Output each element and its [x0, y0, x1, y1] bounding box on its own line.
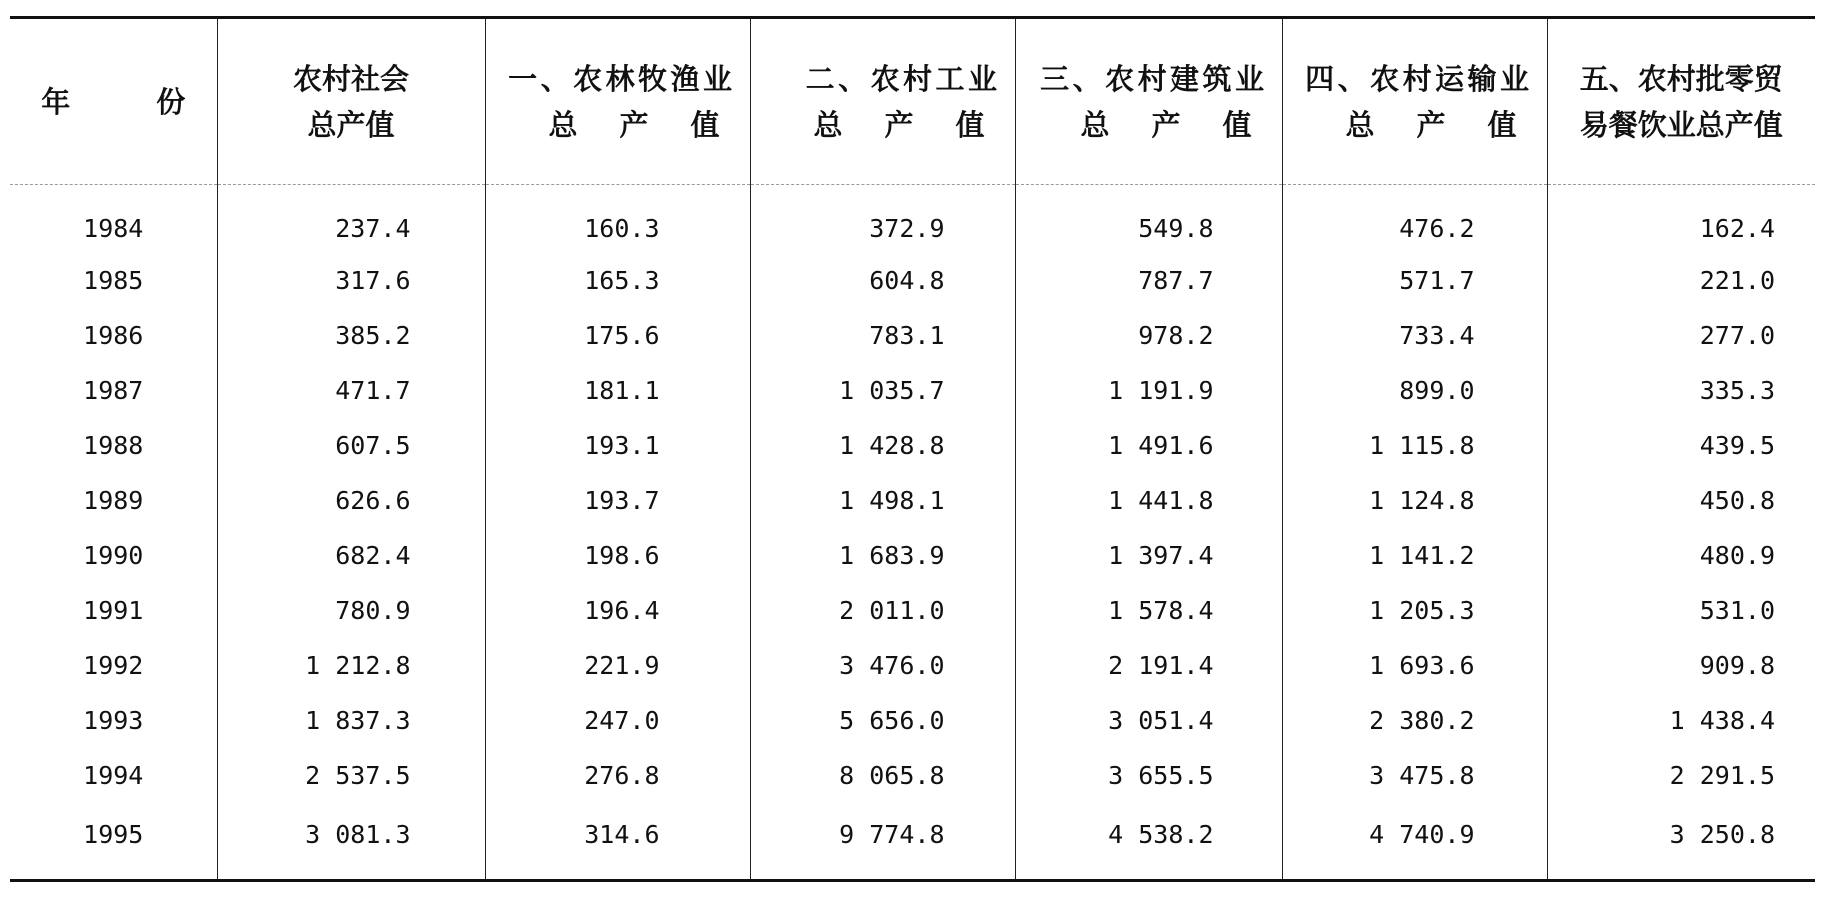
rural-social-total-cell: 607.5	[217, 418, 485, 473]
year-cell: 1987	[83, 376, 144, 405]
rural-social-total-cell: 780.9	[217, 583, 485, 638]
header-rural-transport	[1282, 18, 1547, 185]
agriculture-cell: 221.9	[485, 638, 750, 693]
header-line-1: 农村社会	[292, 61, 409, 96]
rural-transport-cell: 3 475.8	[1282, 748, 1547, 803]
rural-construction-cell: 1 578.4	[1015, 583, 1282, 638]
rural-construction-cell: 4 538.2	[1015, 803, 1282, 881]
header-rural-construction	[1015, 18, 1282, 185]
rural-trade-catering-cell: 277.0	[1547, 308, 1815, 363]
year-cell: 1989	[83, 486, 144, 515]
agriculture-cell: 193.7	[485, 473, 750, 528]
header-line-1: 二、农村工业	[805, 61, 1001, 96]
agriculture-cell: 175.6	[485, 308, 750, 363]
rural-social-total-cell: 1 837.3	[217, 693, 485, 748]
table-header-row	[10, 18, 1815, 185]
header-line-2: 易餐饮业总产值	[1579, 107, 1783, 142]
agriculture-cell: 181.1	[485, 363, 750, 418]
rural-trade-catering-cell: 909.8	[1547, 638, 1815, 693]
rural-transport-cell: 1 141.2	[1282, 528, 1547, 583]
rural-construction-cell: 1 491.6	[1015, 418, 1282, 473]
rural-trade-catering-cell: 335.3	[1547, 363, 1815, 418]
rural-social-total-cell: 1 212.8	[217, 638, 485, 693]
rural-construction-cell: 3 655.5	[1015, 748, 1282, 803]
rural-industry-cell: 1 035.7	[750, 363, 1015, 418]
rural-construction-cell: 1 441.8	[1015, 473, 1282, 528]
header-line-2: 总产值	[307, 107, 395, 142]
table-row	[10, 693, 1815, 748]
rural-transport-cell: 2 380.2	[1282, 693, 1547, 748]
rural-trade-catering-cell: 439.5	[1547, 418, 1815, 473]
rural-industry-cell: 8 065.8	[750, 748, 1015, 803]
rural-social-total-cell: 385.2	[217, 308, 485, 363]
table-row	[10, 583, 1815, 638]
rural-industry-cell: 3 476.0	[750, 638, 1015, 693]
rural-industry-cell: 783.1	[750, 308, 1015, 363]
rural-trade-catering-cell: 221.0	[1547, 253, 1815, 308]
rural-social-total-cell: 3 081.3	[217, 803, 485, 881]
table-row	[10, 185, 1815, 254]
header-line-1: 一、农林牧渔业	[508, 61, 736, 96]
rural-trade-catering-cell: 450.8	[1547, 473, 1815, 528]
rural-transport-cell: 1 693.6	[1282, 638, 1547, 693]
rural-transport-cell: 571.7	[1282, 253, 1547, 308]
header-line-1: 四、农村运输业	[1305, 61, 1533, 96]
agriculture-cell: 193.1	[485, 418, 750, 473]
header-line-1: 五、农村批零贸	[1579, 61, 1783, 96]
header-year	[10, 18, 217, 185]
rural-construction-cell: 2 191.4	[1015, 638, 1282, 693]
year-cell: 1992	[83, 651, 144, 680]
agriculture-cell: 196.4	[485, 583, 750, 638]
rural-trade-catering-cell: 480.9	[1547, 528, 1815, 583]
header-line-1: 三、农村建筑业	[1040, 61, 1268, 96]
rural-social-total-cell: 682.4	[217, 528, 485, 583]
table-row	[10, 638, 1815, 693]
table-row	[10, 418, 1815, 473]
rural-social-total-cell: 317.6	[217, 253, 485, 308]
table-row	[10, 473, 1815, 528]
agriculture-cell: 198.6	[485, 528, 750, 583]
table-row	[10, 803, 1815, 881]
header-rural-social-total	[217, 18, 485, 185]
rural-trade-catering-cell: 2 291.5	[1547, 748, 1815, 803]
header-line-2: 总 产 值	[548, 107, 736, 142]
year-cell: 1995	[83, 819, 144, 849]
table-row	[10, 363, 1815, 418]
rural-industry-cell: 372.9	[750, 185, 1015, 254]
year-cell: 1994	[83, 761, 144, 790]
rural-transport-cell: 899.0	[1282, 363, 1547, 418]
rural-industry-cell: 5 656.0	[750, 693, 1015, 748]
year-cell: 1991	[83, 596, 144, 625]
rural-industry-cell: 9 774.8	[750, 803, 1015, 881]
rural-industry-cell: 1 498.1	[750, 473, 1015, 528]
year-cell: 1985	[83, 266, 144, 295]
rural-transport-cell: 4 740.9	[1282, 803, 1547, 881]
table-row	[10, 748, 1815, 803]
rural-social-total-cell: 2 537.5	[217, 748, 485, 803]
header-line-2: 总 产 值	[813, 107, 1001, 142]
year-cell: 1984	[83, 213, 144, 243]
table-row	[10, 253, 1815, 308]
rural-construction-cell: 787.7	[1015, 253, 1282, 308]
rural-trade-catering-cell: 3 250.8	[1547, 803, 1815, 881]
rural-social-total-cell: 237.4	[217, 185, 485, 254]
header-rural-trade-catering	[1547, 18, 1815, 185]
rural-transport-cell: 476.2	[1282, 185, 1547, 254]
rural-trade-catering-cell: 531.0	[1547, 583, 1815, 638]
rural-industry-cell: 604.8	[750, 253, 1015, 308]
agriculture-cell: 276.8	[485, 748, 750, 803]
header-year-label-2: 份	[156, 84, 186, 119]
year-cell: 1993	[83, 706, 144, 735]
agriculture-cell: 165.3	[485, 253, 750, 308]
rural-industry-cell: 1 683.9	[750, 528, 1015, 583]
header-line-2: 总 产 值	[1345, 107, 1533, 142]
rural-trade-catering-cell: 162.4	[1547, 185, 1815, 254]
header-agriculture	[485, 18, 750, 185]
year-cell: 1990	[83, 541, 144, 570]
table-row	[10, 528, 1815, 583]
table-row	[10, 308, 1815, 363]
year-cell: 1988	[83, 431, 144, 460]
rural-trade-catering-cell: 1 438.4	[1547, 693, 1815, 748]
rural-output-table	[10, 16, 1815, 882]
rural-construction-cell: 3 051.4	[1015, 693, 1282, 748]
header-year-label-1: 年	[41, 84, 71, 119]
rural-social-total-cell: 626.6	[217, 473, 485, 528]
rural-social-total-cell: 471.7	[217, 363, 485, 418]
rural-transport-cell: 1 205.3	[1282, 583, 1547, 638]
header-line-2: 总 产 值	[1080, 107, 1268, 142]
year-cell: 1986	[83, 321, 144, 350]
table-body	[10, 185, 1815, 881]
header-rural-industry	[750, 18, 1015, 185]
rural-transport-cell: 733.4	[1282, 308, 1547, 363]
rural-transport-cell: 1 124.8	[1282, 473, 1547, 528]
statistics-table-container	[10, 16, 1815, 882]
agriculture-cell: 247.0	[485, 693, 750, 748]
rural-industry-cell: 1 428.8	[750, 418, 1015, 473]
agriculture-cell: 314.6	[485, 803, 750, 881]
agriculture-cell: 160.3	[485, 185, 750, 254]
rural-transport-cell: 1 115.8	[1282, 418, 1547, 473]
rural-industry-cell: 2 011.0	[750, 583, 1015, 638]
rural-construction-cell: 1 397.4	[1015, 528, 1282, 583]
rural-construction-cell: 1 191.9	[1015, 363, 1282, 418]
rural-construction-cell: 978.2	[1015, 308, 1282, 363]
rural-construction-cell: 549.8	[1015, 185, 1282, 254]
